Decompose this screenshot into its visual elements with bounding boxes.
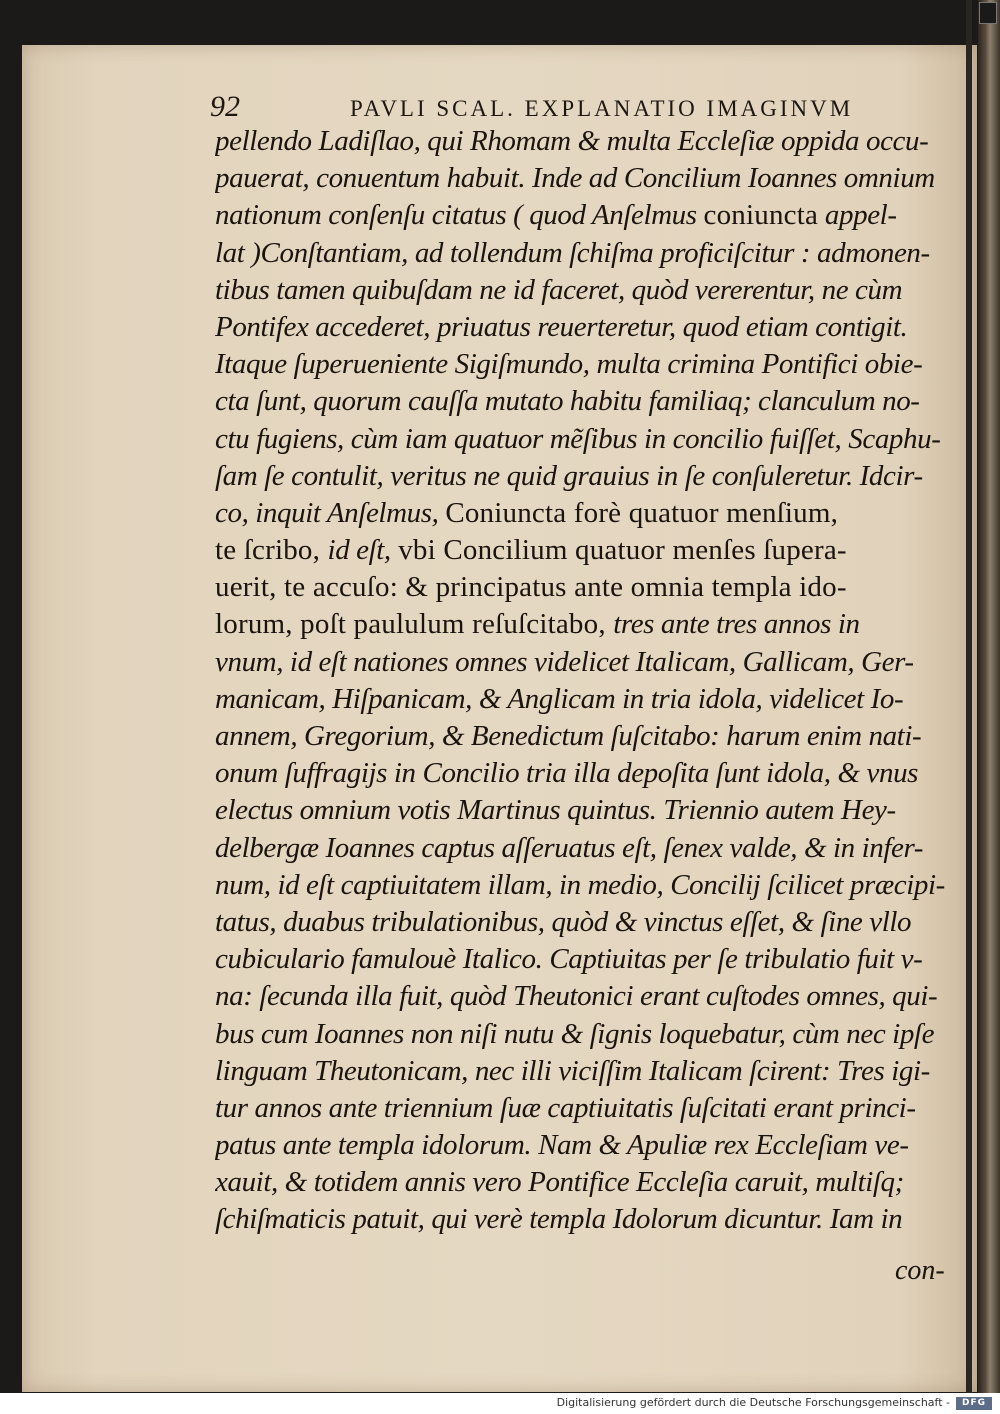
text-line <box>215 830 955 867</box>
text-line <box>215 160 955 197</box>
text-segment: vnum, id eſt nationes omnes videlicet Italicam, Gallicam, Ger- <box>215 645 914 678</box>
text-segment: patus ante templa idolorum. Nam & Apuliæ rex Eccleſiam ve- <box>215 1129 909 1162</box>
text-segment: linguam Theutonicam, nec illi viciſſim Italicam ſcirent: Tres igi- <box>215 1054 930 1087</box>
text-line <box>215 532 955 569</box>
text-line <box>215 1016 955 1053</box>
text-segment: Coniuncta forè quatuor menſium, <box>445 496 839 529</box>
text-segment: ſam ſe contulit, veritus ne quid grauius in ſe conſuleretur. Idcir- <box>215 459 923 492</box>
text-segment: manicam, Hiſpanicam, & Anglicam in tria idola, videlicet Io- <box>215 682 904 715</box>
text-line <box>215 1164 955 1201</box>
dfg-logo: DFG <box>956 1397 992 1410</box>
text-segment: ſchiſmaticis patuit, qui verè templa Idolorum dicuntur. Iam in <box>215 1203 903 1236</box>
text-line <box>215 309 955 346</box>
text-line <box>215 569 955 606</box>
running-head-title: PAVLI SCAL. EXPLANATIO IMAGINVM <box>350 96 854 121</box>
text-line <box>215 1127 955 1164</box>
text-line <box>215 197 955 234</box>
text-line <box>215 495 955 532</box>
text-line <box>215 644 955 681</box>
text-segment: onum ſuffragijs in Concilio tria illa depoſita ſunt idola, & vnus <box>215 757 919 790</box>
text-segment: pauerat, conuentum habuit. Inde ad Concilium Ioannes omnium <box>215 162 935 195</box>
text-segment: xauit, & totidem annis vero Pontifice Eccleſia caruit, multiſq; <box>215 1166 904 1199</box>
text-segment: coniuncta <box>703 199 819 232</box>
binding-shadow <box>966 0 972 1393</box>
text-line <box>215 941 955 978</box>
text-segment: tres ante tres annos in <box>613 608 860 641</box>
funding-notice: Digitalisierung gefördert durch die Deutsche Forschungsgemeinschaft - <box>556 1396 950 1409</box>
text-line <box>215 904 955 941</box>
text-segment: cta ſunt, quorum cauſſa mutato habitu familiaq; clanculum no- <box>215 385 920 418</box>
text-segment: bus cum Ioannes non niſi nutu & ſignis loquebatur, cùm nec ipſe <box>215 1017 935 1050</box>
text-segment: delbergæ Ioannes captus aſſeruatus eſt, ſenex valde, & in infer- <box>215 831 924 864</box>
text-segment: electus omnium votis Martinus quintus. Triennio autem Hey- <box>215 794 896 827</box>
text-line <box>215 792 955 829</box>
text-line <box>215 123 955 160</box>
text-segment: te ſcribo, <box>215 534 328 567</box>
text-segment: Pontifex accederet, priuatus reuerteretur, quod etiam contigit. <box>215 310 908 343</box>
footer-bar <box>0 1393 1000 1414</box>
book-binding <box>978 0 1000 1393</box>
text-line <box>215 718 955 755</box>
text-segment: lorum, poſt paululum reſuſcitabo, <box>215 608 614 641</box>
text-line <box>215 606 955 643</box>
text-line <box>215 1053 955 1090</box>
text-line <box>215 421 955 458</box>
text-segment: annem, Gregorium, & Benedictum ſuſcitabo: harum enim nati- <box>215 720 922 752</box>
running-head <box>210 90 950 124</box>
text-line <box>215 1201 955 1238</box>
text-segment: cubiculario famulouè Italico. Captiuitas per ſe tribulatio fuit v- <box>215 943 923 976</box>
catchword: con- <box>895 1255 945 1286</box>
text-segment: pellendo Ladiſlao, qui Rhomam & multa Eccleſiæ oppida occu- <box>215 125 929 157</box>
text-segment: tibus tamen quibuſdam ne id faceret, quòd vererentur, ne cùm <box>215 273 903 306</box>
text-segment: ctu fugiens, cùm iam quatuor mẽſibus in concilio fuiſſet, Scaphu- <box>215 422 941 455</box>
text-segment: Itaque ſuperueniente Sigiſmundo, multa crimina Pontifici obie- <box>215 348 923 381</box>
text-line <box>215 681 955 718</box>
text-segment: vbi Concilium quatuor menſes ſupera- <box>390 534 847 567</box>
text-segment: uerit, te accuſo: & principatus ante omnia templa ido- <box>215 571 847 604</box>
text-segment: nationum conſenſu citatus ( quod Anſelmus <box>215 199 704 232</box>
text-line <box>215 272 955 309</box>
text-line <box>215 346 955 383</box>
text-line <box>215 235 955 272</box>
text-segment: co, inquit Anſelmus, <box>215 496 446 529</box>
text-segment: tatus, duabus tribulationibus, quòd & vinctus eſſet, & ſine vllo <box>215 905 912 938</box>
text-line <box>215 755 955 792</box>
color-calibration-mark <box>979 2 997 24</box>
text-segment: tur annos ante triennium ſuæ captiuitatis ſuſcitati erant princi- <box>215 1091 916 1124</box>
text-segment: appel- <box>818 199 897 232</box>
body-text <box>215 123 955 1239</box>
text-line <box>215 1090 955 1127</box>
text-segment: id eſt, <box>327 534 391 567</box>
text-segment: na: ſecunda illa fuit, quòd Theutonici erant cuſtodes omnes, qui- <box>215 980 938 1013</box>
text-line <box>215 867 955 904</box>
text-line <box>215 978 955 1015</box>
text-line <box>215 458 955 495</box>
page-number: 92 <box>210 90 240 123</box>
text-segment: num, id eſt captiuitatem illam, in medio, Concilij ſcilicet præcipi- <box>215 868 945 901</box>
text-line <box>215 383 955 420</box>
text-segment: lat )Conſtantiam, ad tollendum ſchiſma proficiſcitur : admonen- <box>215 236 930 269</box>
